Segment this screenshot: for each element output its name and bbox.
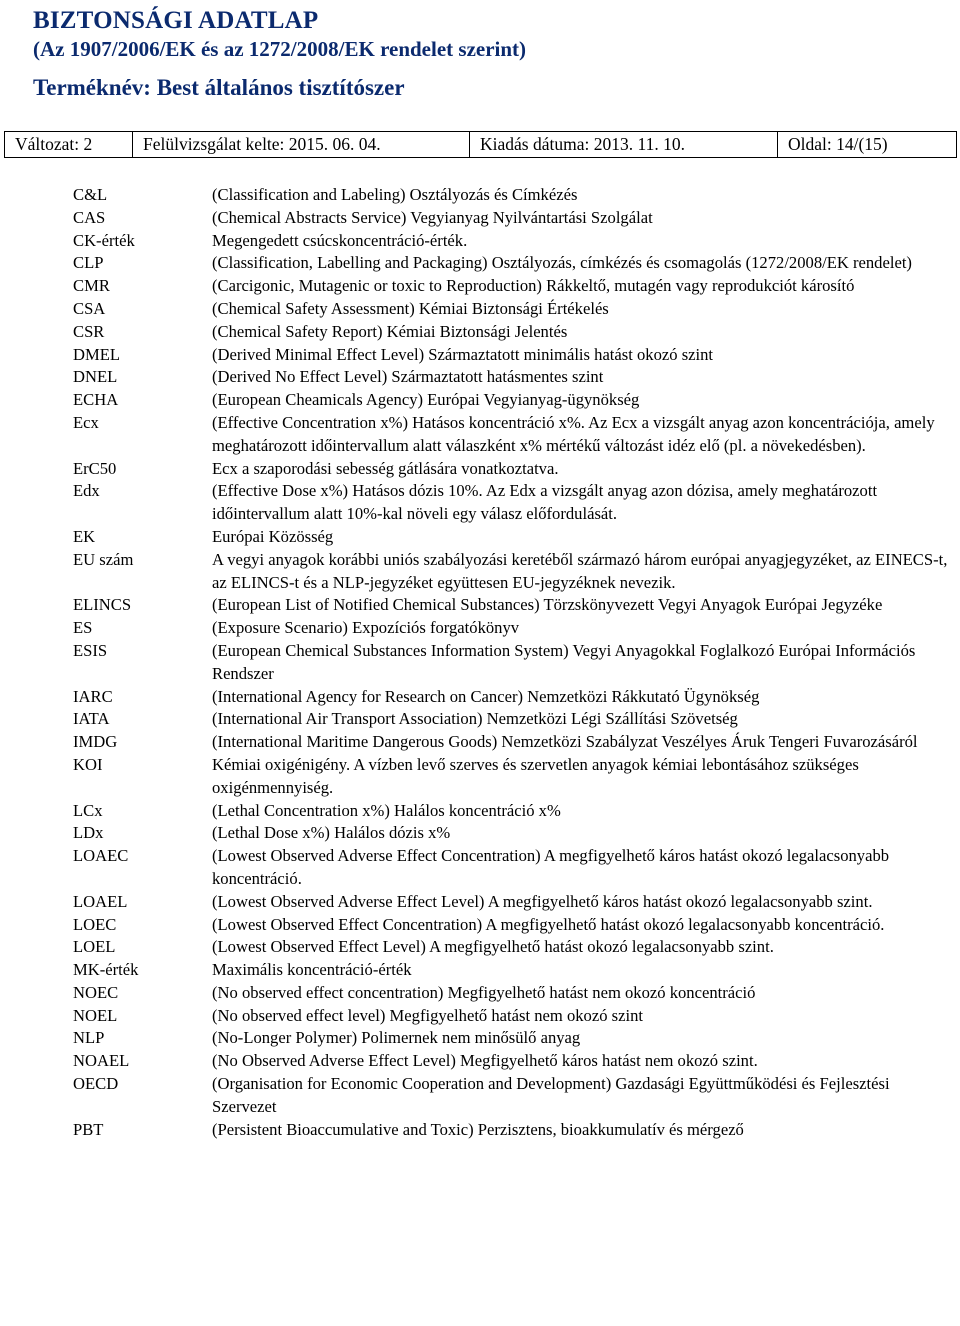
version-cell: Változat: 2 <box>5 132 133 157</box>
table-row <box>0 1005 960 1028</box>
table-row <box>0 458 960 481</box>
table-row <box>0 184 960 207</box>
abbreviation: IATA <box>73 709 110 729</box>
abbreviation: CSA <box>73 298 106 318</box>
table-row <box>0 800 960 823</box>
definition: Ecx a szaporodási sebesség gátlására vonatkoztatva. <box>212 458 559 478</box>
abbreviation: CLP <box>73 253 104 273</box>
definition: (Lowest Observed Adverse Effect Concentration) A megfigyelhető káros hatást okozó legalacsonyabb koncentráció. <box>212 846 890 888</box>
abbreviation: ES <box>73 618 93 638</box>
definition: (International Maritime Dangerous Goods) Nemzetközi Szabályzat Veszélyes Áruk Tengeri Fuvarozásáról <box>212 732 918 752</box>
product-name: Terméknév: Best általános tisztítószer <box>33 75 405 100</box>
definition: (Lowest Observed Adverse Effect Level) A megfigyelhető káros hatást okozó legalacsonyabb szint. <box>212 891 873 911</box>
abbreviation: LOAEL <box>73 891 128 911</box>
abbreviation: ESIS <box>73 640 108 660</box>
abbreviation: DNEL <box>73 367 118 387</box>
definition: (Chemical Safety Report) Kémiai Biztonsági Jelentés <box>212 321 568 341</box>
abbreviation: NOAEL <box>73 1051 130 1071</box>
table-row <box>0 389 960 412</box>
abbreviation: MK-érték <box>73 960 139 980</box>
definition: (Chemical Abstracts Service) Vegyianyag Nyilvántartási Szolgálat <box>212 207 653 227</box>
page-number-cell: Oldal: 14/(15) <box>788 134 888 154</box>
definition: (No observed effect concentration) Megfigyelhető hatást nem okozó koncentráció <box>212 982 756 1002</box>
document-subtitle: (Az 1907/2006/EK és az 1272/2008/EK rendelet szerint) <box>33 37 527 61</box>
table-row <box>0 1050 960 1073</box>
table-row <box>0 412 960 458</box>
abbreviation: LOEC <box>73 914 117 934</box>
abbreviation: NLP <box>73 1028 105 1048</box>
abbreviation: Ecx <box>73 412 99 432</box>
abbreviation: OECD <box>73 1074 119 1094</box>
definition: A vegyi anyagok korábbi uniós szabályozási keretéből származó három európai anyagjegyzéket, az EINECS-t, az ELINCS-t és a NLP-jegyzéket együttesen EU-jegyzéknek nevezik. <box>212 549 948 592</box>
definition: (Organisation for Economic Cooperation and Development) Gazdasági Együttműködési és Fejlesztési Szervezet <box>212 1074 890 1116</box>
table-row <box>0 891 960 914</box>
definition: (Classification, Labelling and Packaging) Osztályozás, címkézés és csomagolás (1272/2008/EK rendelet) <box>212 253 912 273</box>
definition: Európai Közösség <box>212 526 334 546</box>
table-row <box>0 549 960 595</box>
definition: (European Cheamicals Agency) Európai Vegyianyag-ügynökség <box>212 390 640 410</box>
definition: (Effective Concentration x%) Hatásos koncentráció x%. Az Ecx a vizsgált anyag azon koncentrációja, amely meghatározott időintervallum alatt válaszként x% mértékű változást idéz elő (pl. a növekedésben). <box>212 412 935 455</box>
definition: Maximális koncentráció-érték <box>212 960 412 980</box>
table-row <box>0 594 960 617</box>
definition: (Effective Dose x%) Hatásos dózis 10%. Az Edx a vizsgált anyag azon dózisa, amely meghatározott időintervallum alatt 10%-kal növeli egy válasz előfordulását. <box>212 481 878 524</box>
table-row <box>0 1119 960 1142</box>
abbreviation: NOEC <box>73 982 119 1002</box>
table-row <box>0 754 960 800</box>
abbreviation: LCx <box>73 800 103 820</box>
abbreviation: CMR <box>73 276 110 296</box>
abbreviation: IARC <box>73 686 113 706</box>
table-row <box>0 640 960 686</box>
table-row <box>0 822 960 845</box>
table-row <box>0 686 960 709</box>
abbreviation: ELINCS <box>73 595 132 615</box>
table-row <box>0 252 960 275</box>
abbreviation: IMDG <box>73 732 118 752</box>
abbreviation: NOEL <box>73 1005 118 1025</box>
abbreviation: LDx <box>73 823 104 843</box>
definition: (International Agency for Research on Cancer) Nemzetközi Rákkutató Ügynökség <box>212 686 760 706</box>
meta-bar <box>4 131 957 158</box>
abbreviation-table <box>0 184 960 1141</box>
abbreviation: KOI <box>73 754 103 774</box>
table-row <box>0 480 960 526</box>
abbreviation: LOAEC <box>73 846 129 866</box>
table-row <box>0 914 960 937</box>
abbreviation: ErC50 <box>73 458 117 478</box>
abbreviation: EU szám <box>73 549 134 569</box>
table-row <box>0 526 960 549</box>
table-row <box>0 207 960 230</box>
definition: Kémiai oxigénigény. A vízben levő szerves és szervetlen anyagok kémiai lebontásához szükséges oxigénmennyiség. <box>212 754 859 797</box>
definition: (No Observed Adverse Effect Level) Megfigyelhető káros hatást nem okozó szint. <box>212 1051 758 1071</box>
definition: (European Chemical Substances Information System) Vegyi Anyagokkal Foglalkozó Európai Információs Rendszer <box>212 640 916 683</box>
table-row <box>0 936 960 959</box>
definition: Megengedett csúcskoncentráció-érték. <box>212 230 468 250</box>
abbreviation: CK-érték <box>73 230 135 250</box>
abbreviation: DMEL <box>73 344 121 364</box>
table-row <box>0 366 960 389</box>
table-row <box>0 321 960 344</box>
table-row <box>0 982 960 1005</box>
definition: (International Air Transport Association) Nemzetközi Légi Szállítási Szövetség <box>212 709 738 729</box>
table-row <box>0 708 960 731</box>
definition: (Lethal Dose x%) Halálos dózis x% <box>212 823 451 843</box>
issue-date-cell: Kiadás dátuma: 2013. 11. 10. <box>470 132 778 157</box>
abbreviation: ECHA <box>73 390 119 410</box>
table-row <box>0 617 960 640</box>
definition: (No-Longer Polymer) Polimernek nem minősülő anyag <box>212 1028 581 1048</box>
definition: (No observed effect level) Megfigyelhető hatást nem okozó szint <box>212 1005 643 1025</box>
definition: (Persistent Bioaccumulative and Toxic) Perzisztens, bioakkumulatív és mérgező <box>212 1119 744 1139</box>
definition: (Derived Minimal Effect Level) Származtatott minimális hatást okozó szint <box>212 344 714 364</box>
table-row <box>0 230 960 253</box>
abbreviation: PBT <box>73 1119 104 1139</box>
definition: (Lowest Observed Effect Level) A megfigyelhető hatást okozó legalacsonyabb szint. <box>212 937 774 957</box>
abbreviation: Edx <box>73 481 100 501</box>
abbreviation: CSR <box>73 321 105 341</box>
table-row <box>0 959 960 982</box>
document-header <box>0 0 960 102</box>
abbreviation: CAS <box>73 207 106 227</box>
definition: (Lowest Observed Effect Concentration) A megfigyelhető hatást okozó legalacsonyabb koncentráció. <box>212 914 885 934</box>
table-row <box>0 275 960 298</box>
revision-date-cell: Felülvizsgálat kelte: 2015. 06. 04. <box>133 132 470 157</box>
definition: (Carcigonic, Mutagenic or toxic to Reproduction) Rákkeltő, mutagén vagy reprodukciót károsító <box>212 276 855 296</box>
definition: (Exposure Scenario) Expozíciós forgatókönyv <box>212 618 520 638</box>
table-row <box>0 731 960 754</box>
abbreviation: EK <box>73 526 96 546</box>
table-row <box>0 1027 960 1050</box>
table-row <box>0 298 960 321</box>
table-row <box>0 344 960 367</box>
document-title: BIZTONSÁGI ADATLAP <box>33 7 319 34</box>
abbreviation: LOEL <box>73 937 116 957</box>
abbreviation: C&L <box>73 185 108 204</box>
table-row <box>0 845 960 891</box>
definition: (Classification and Labeling) Osztályozás és Címkézés <box>212 185 578 204</box>
definition: (European List of Notified Chemical Substances) Törzskönyvezett Vegyi Anyagok Európai Jegyzéke <box>212 595 883 615</box>
definition: (Chemical Safety Assessment) Kémiai Biztonsági Értékelés <box>212 298 609 318</box>
definition: (Lethal Concentration x%) Halálos koncentráció x% <box>212 800 561 820</box>
table-row <box>0 1073 960 1119</box>
definition: (Derived No Effect Level) Származtatott hatásmentes szint <box>212 367 604 387</box>
